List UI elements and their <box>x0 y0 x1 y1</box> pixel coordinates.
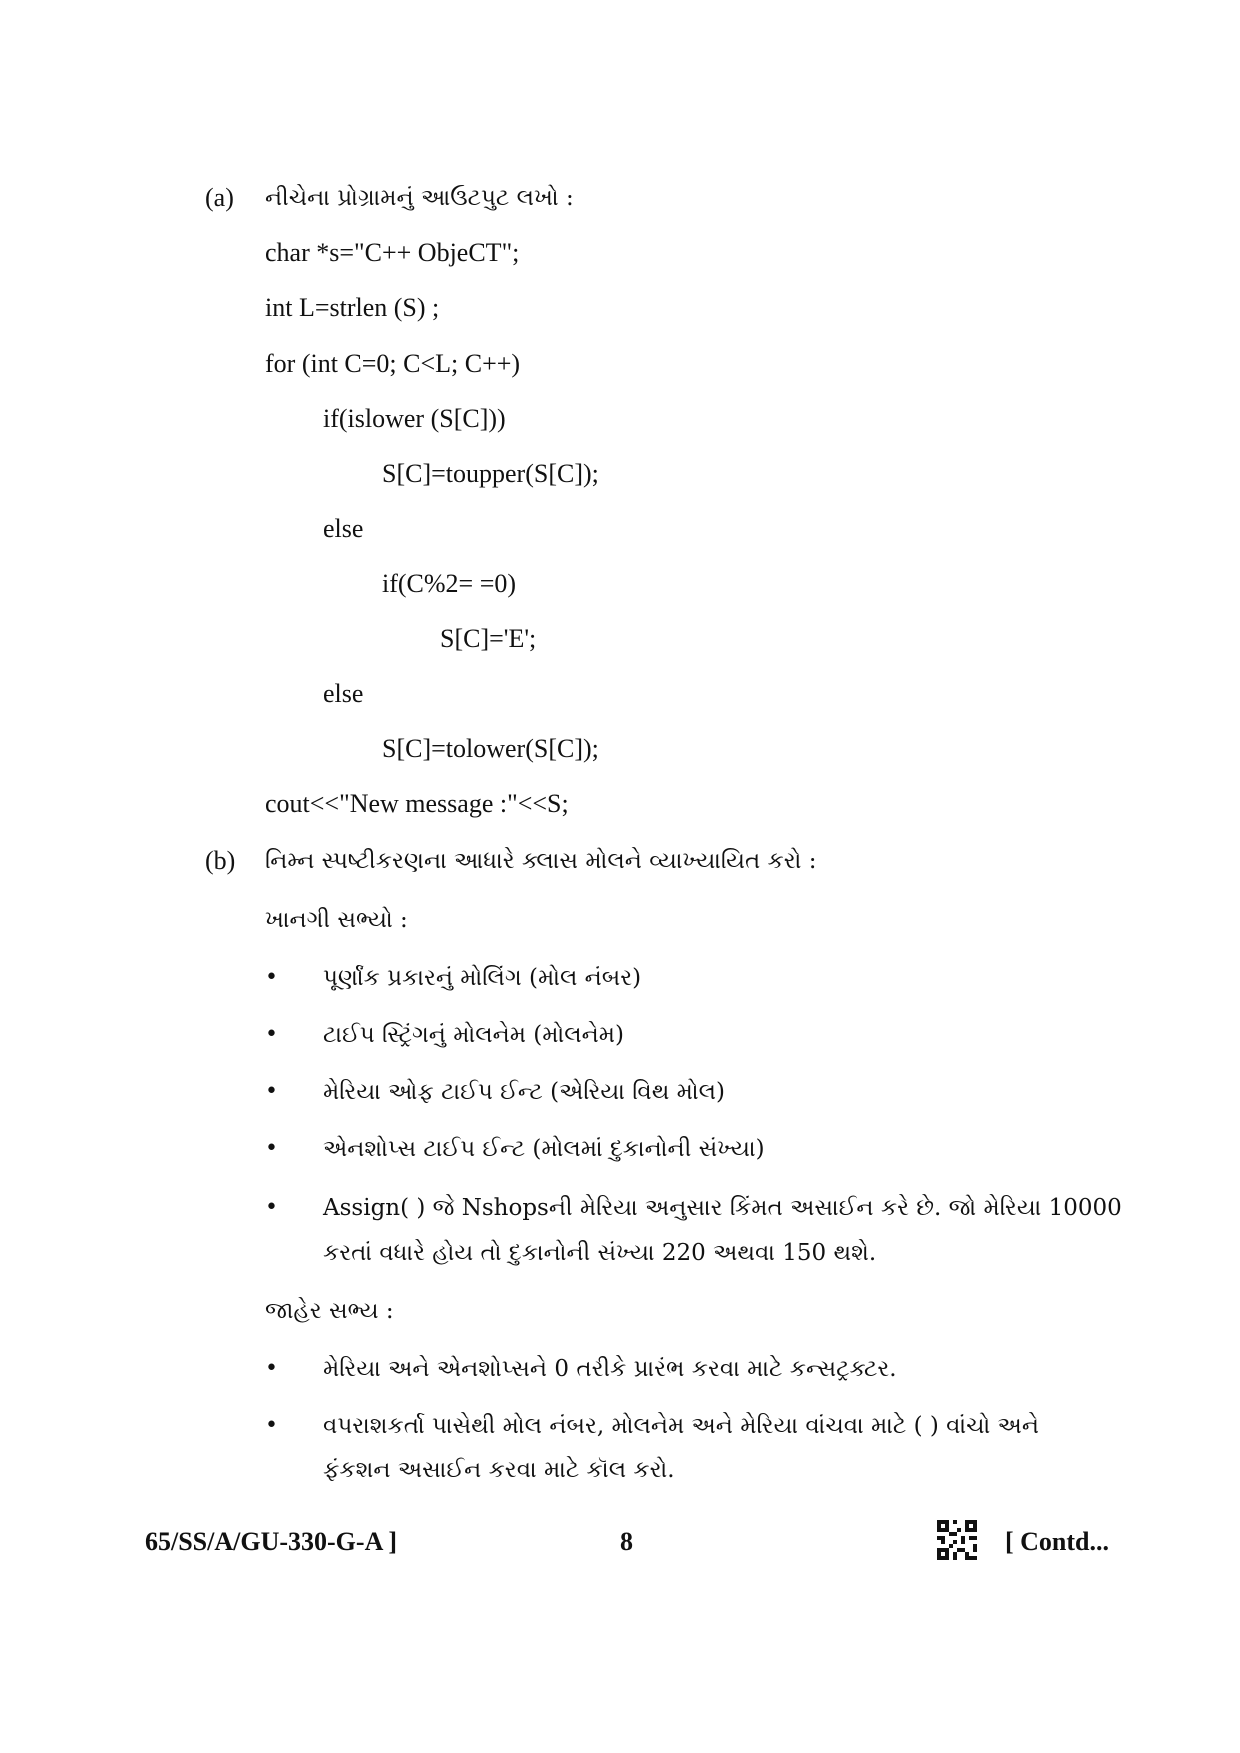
bullet: • <box>265 1136 278 1161</box>
private-item: પૂર્ણાંક પ્રકારનું મોલિંગ (મોલ નંબર) <box>323 965 642 991</box>
question-marker-a: (a) <box>205 183 234 212</box>
code-line: if(islower (S[C])) <box>323 404 506 433</box>
private-members-heading: ખાનગી સભ્યો : <box>265 907 408 933</box>
code-line: S[C]=tolower(S[C]); <box>382 734 599 763</box>
public-item-continuation: ફંકશન અસાઈન કરવા માટે કૉલ કરો. <box>323 1457 675 1483</box>
code-line: else <box>323 679 364 708</box>
continued-label: [ Contd... <box>1005 1527 1110 1556</box>
private-item: Assign( ) જે Nshopsની મેરિયા અનુસાર કિંમત અસાઈન કરે છે. જો મેરિયા 10000 <box>323 1195 1122 1221</box>
question-b-instruction: નિમ્ન સ્પષ્ટીકરણના આધારે ક્લાસ મોલને વ્યાખ્યાયિત કરો : <box>265 848 817 874</box>
qr-code-icon <box>936 1520 978 1560</box>
bullet: • <box>265 965 278 990</box>
code-line: char *s="C++ ObjeCT"; <box>265 238 520 267</box>
question-marker-b: (b) <box>205 846 236 875</box>
bullet: • <box>265 1356 278 1381</box>
code-line: else <box>323 514 364 543</box>
page-number: 8 <box>620 1527 633 1556</box>
private-item: એનશોપ્સ ટાઈપ ઈન્ટ (મોલમાં દુકાનોની સંખ્યા) <box>323 1136 765 1162</box>
bullet: • <box>265 1413 278 1438</box>
code-line: cout<<"New message :"<<S; <box>265 789 569 818</box>
bullet: • <box>265 1195 278 1220</box>
public-members-heading: જાહેર સભ્ય : <box>265 1298 394 1324</box>
bullet: • <box>265 1079 278 1104</box>
code-line: if(C%2= =0) <box>382 569 517 598</box>
private-item: ટાઈપ સ્ટ્રિંગનું મોલનેમ (મોલનેમ) <box>323 1022 624 1048</box>
code-line: int L=strlen (S) ; <box>265 293 440 322</box>
code-line: for (int C=0; C<L; C++) <box>265 349 521 378</box>
public-item: વપરાશકર્તા પાસેથી મોલ નંબર, મોલનેમ અને મેરિયા વાંચવા માટે ( ) વાંચો અને <box>323 1413 1039 1439</box>
private-item: મેરિયા ઓફ ટાઈપ ઈન્ટ (એરિયા વિથ મોલ) <box>323 1079 726 1105</box>
bullet: • <box>265 1022 278 1047</box>
paper-code: 65/SS/A/GU-330-G-A ] <box>145 1527 398 1556</box>
code-line: S[C]='E'; <box>440 624 537 653</box>
question-a-instruction: નીચેના પ્રોગ્રામનું આઉટપુટ લખો : <box>265 185 574 211</box>
private-item-continuation: કરતાં વધારે હોય તો દુકાનોની સંખ્યા 220 અથવા 150 થશે. <box>323 1240 877 1266</box>
code-line: S[C]=toupper(S[C]); <box>382 459 599 488</box>
public-item: મેરિયા અને એનશોપ્સને 0 તરીકે પ્રારંભ કરવા માટે કન્સટ્રક્ટર. <box>323 1356 897 1382</box>
